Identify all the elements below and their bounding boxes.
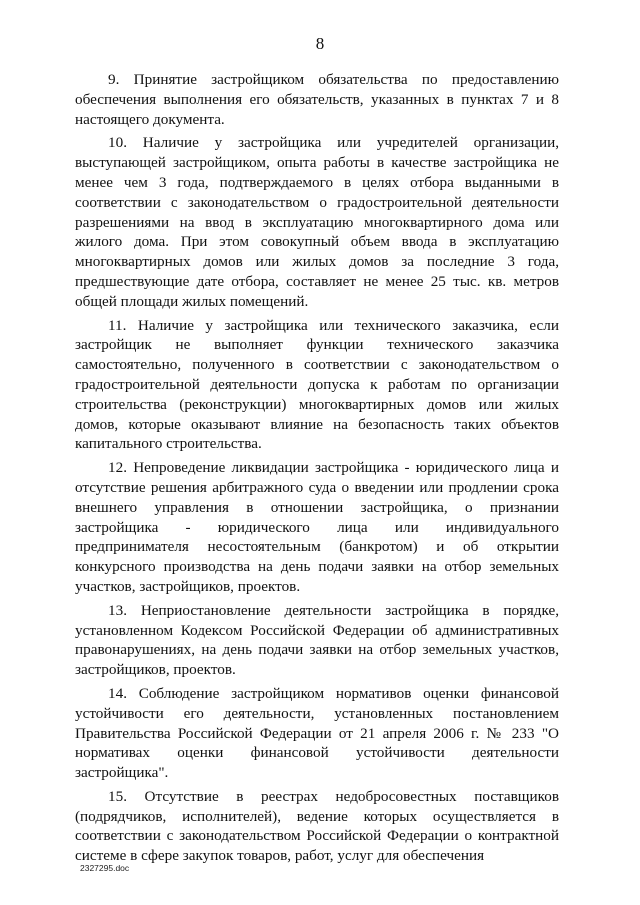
paragraph-item-13: 13. Неприостановление деятельности застройщика в порядке, установленном Кодексом Российской Федерации об административных правонарушениях, на день подачи заявки на отбор земельных участков, застройщиков, проектов. xyxy=(75,601,559,679)
document-body xyxy=(75,70,559,870)
document-filename-footer: 2327295.doc xyxy=(80,863,130,873)
paragraph-item-14: 14. Соблюдение застройщиком нормативов оценки финансовой устойчивости его деятельности, установленных постановлением Правительства Российской Федерации от 21 апреля 2006 г. № 233 "О нормативах оценки финансовой устойчивости деятельности застройщика". xyxy=(75,684,559,782)
paragraph-item-15: 15. Отсутствие в реестрах недобросовестных поставщиков (подрядчиков, исполнителей), ведение которых осуществляется в соответствии с законодательством Российской Федерации о контрактной системе в сфере закупок товаров, работ, услуг для обеспечения xyxy=(75,787,559,865)
paragraph-item-11: 11. Наличие у застройщика или технического заказчика, если застройщик не выполняет функции технического заказчика самостоятельно, полученного в соответствии с законодательством о градостроительной деятельности допуска к работам по организации строительства (реконструкции) многоквартирных домов или жилых домов, которые оказывают влияние на безопасность таких объектов капитального строительства. xyxy=(75,316,559,453)
paragraph-item-12: 12. Непроведение ликвидации застройщика - юридического лица и отсутствие решения арбитражного суда о введении или продлении срока внешнего управления в отношении застройщика, о признании застройщика - юридического лица или индивидуального предпринимателя несостоятельным (банкротом) и об открытии конкурсного производства на день подачи заявки на отбор земельных участков, застройщиков, проектов. xyxy=(75,459,559,595)
page-number: 8 xyxy=(315,34,325,53)
paragraph-item-10: 10. Наличие у застройщика или учредителей организации, выступающей застройщиком, опыта работы в качестве застройщика не менее чем 3 года, подтверждаемого в целях отбора выданными в соответствии с законодательством о градостроительной деятельности разрешениями на ввод в эксплуатацию многоквартирного дома или жилого дома. При этом совокупный объем ввода в эксплуатацию многоквартирных домов или жилых домов за последние 3 года, предшествующие дате отбора, составляет не менее 25 тыс. кв. метров общей площади жилых помещений. xyxy=(75,134,559,310)
paragraph-item-9: 9. Принятие застройщиком обязательства по предоставлению обеспечения выполнения его обязательств, указанных в пунктах 7 и 8 настоящего документа. xyxy=(75,71,559,128)
